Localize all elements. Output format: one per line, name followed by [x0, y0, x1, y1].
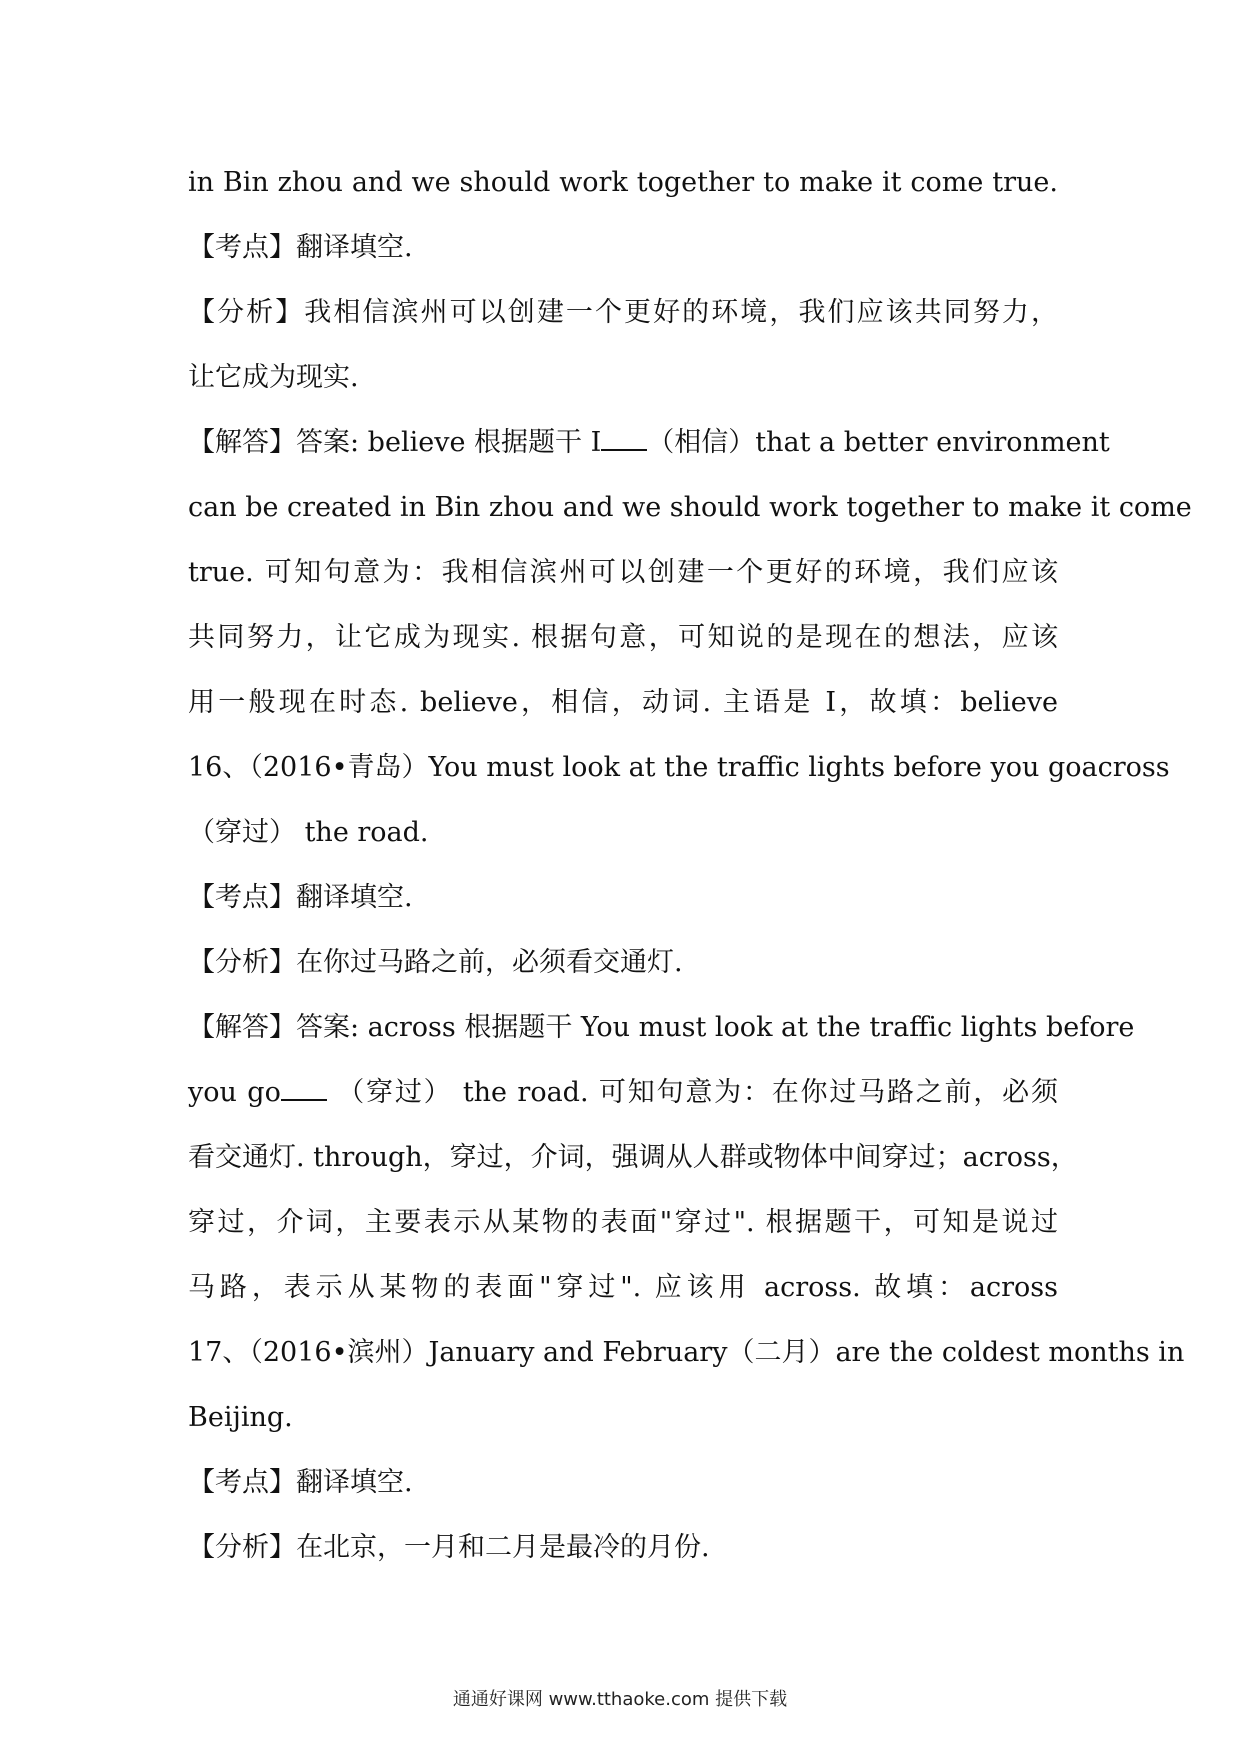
- text-line: true. 可知句意为：我相信滨州可以创建一个更好的环境，我们应该: [188, 557, 1058, 588]
- text-line: 【解答】答案: across 根据题干 You must look at the traffic lights before: [188, 1012, 1135, 1043]
- text-line: 【分析】在你过马路之前，必须看交通灯.: [188, 947, 683, 978]
- text-line: （穿过） the road.: [188, 817, 429, 848]
- text-line: 【考点】翻译填空.: [188, 882, 413, 913]
- text-line: 【考点】翻译填空.: [188, 232, 413, 263]
- text-line: 穿过，介词，主要表示从某物的表面"穿过". 根据题干，可知是说过: [188, 1207, 1058, 1238]
- text-line: 【考点】翻译填空.: [188, 1467, 413, 1498]
- answer-suffix: （穿过） the road. 可知句意为：在你过马路之前，必须: [326, 1077, 1058, 1108]
- text-line: can be created in Bin zhou and we should work together to make it come: [188, 492, 1192, 523]
- text-line: 马路，表示从某物的表面"穿过". 应该用 across. 故填：across: [188, 1272, 1058, 1303]
- text-line: 让它成为现实.: [188, 362, 359, 393]
- answer-prefix: 【解答】答案: believe 根据题干 I: [188, 427, 602, 458]
- answer-prefix: you go: [188, 1077, 281, 1108]
- text-line: 【分析】我相信滨州可以创建一个更好的环境，我们应该共同努力，: [188, 297, 1058, 328]
- page-footer: 通通好课网 www.tthaoke.com 提供下载: [452, 1689, 788, 1710]
- text-line: 用一般现在时态. believe，相信，动词. 主语是 I，故填：believe: [188, 687, 1058, 718]
- text-line: [188, 410, 1110, 475]
- question-16: 16、（2016•青岛）You must look at the traffic lights before you goacross: [188, 752, 1170, 783]
- answer-suffix: （相信）that a better environment: [647, 427, 1110, 458]
- text-line: 看交通灯. through，穿过，介词，强调从人群或物体中间穿过；across，: [188, 1142, 1078, 1173]
- text-line: Beijing.: [188, 1402, 293, 1433]
- document-body: [188, 150, 1192, 1580]
- answer-blank: [601, 427, 647, 451]
- question-17: 17、（2016•滨州）January and February（二月）are the coldest months in: [188, 1337, 1185, 1368]
- text-line: [188, 1060, 1058, 1125]
- text-line: 【分析】在北京，一月和二月是最冷的月份.: [188, 1532, 710, 1563]
- text-line: in Bin zhou and we should work together to make it come true.: [188, 167, 1058, 198]
- text-line: 共同努力，让它成为现实. 根据句意，可知说的是现在的想法，应该: [188, 622, 1058, 653]
- answer-blank: [281, 1077, 327, 1101]
